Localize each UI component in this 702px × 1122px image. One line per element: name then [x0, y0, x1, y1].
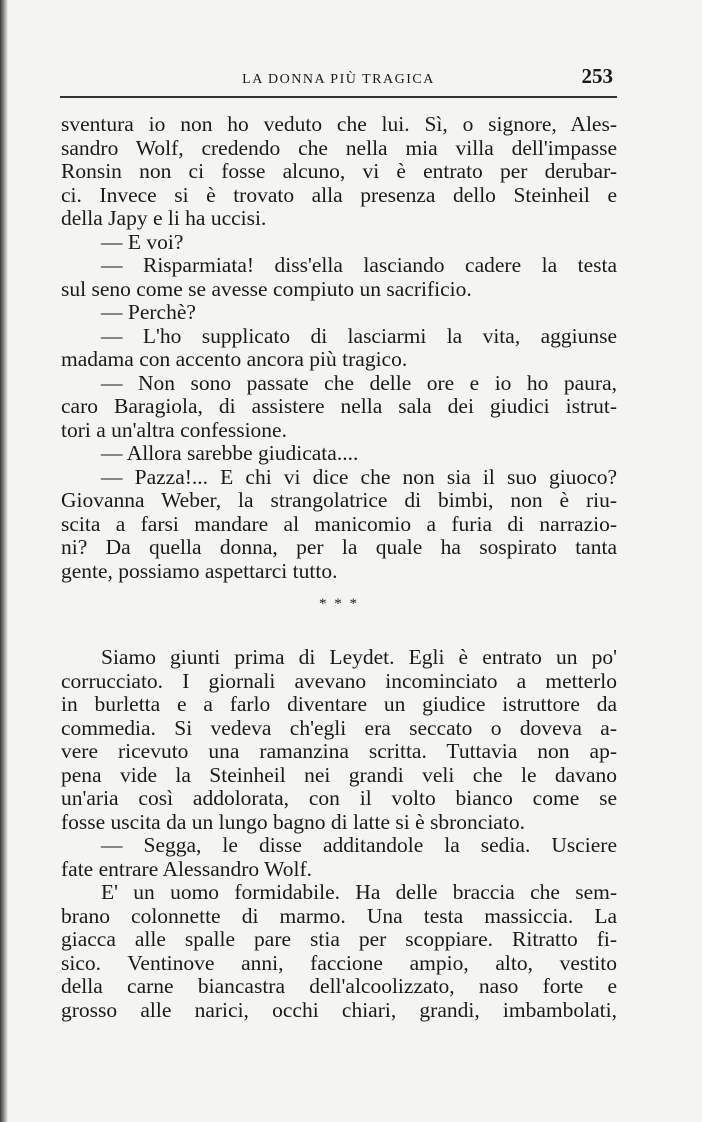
text-line: giacca alle spalle pare stia per scoppiare. Ritratto fi- — [61, 927, 617, 951]
text-line: ni? Da quella donna, per la quale ha sospirato tanta — [61, 535, 617, 559]
text-line: — Allora sarebbe giudicata.... — [101, 441, 359, 465]
page-header — [60, 66, 617, 98]
text-line: madama con accento ancora più tragico. — [61, 347, 408, 371]
text-line: Giovanna Weber, la strangolatrice di bimbi, non è riu- — [61, 488, 617, 512]
text-line: — Pazza!... E chi vi dice che non sia il suo giuoco? — [101, 464, 617, 489]
text-line: — Segga, le disse additandole la sedia. Usciere — [101, 833, 617, 857]
text-line: ci. Invece si è trovato alla presenza dello Steinheil e — [61, 182, 617, 207]
page-binding-edge — [0, 0, 8, 1122]
text-line: Siamo giunti prima di Leydet. Egli è entrato un po' — [101, 645, 617, 669]
text-line: sico. Ventinove anni, faccione ampio, alto, vestito — [61, 950, 617, 975]
text-line: sul seno come se avesse compiuto un sacrificio. — [61, 276, 472, 301]
text-line: E' un uomo formidabile. Ha delle braccia che sem- — [101, 880, 617, 904]
text-line: gente, possiamo aspettarci tutto. — [61, 558, 338, 583]
text-line: — Non sono passate che delle ore e io ho paura, — [101, 370, 617, 395]
text-line: Ronsin non ci fosse alcuno, vi è entrato per derubar- — [61, 159, 617, 183]
text-line: scita a farsi mandare al manicomio a furia di narrazio- — [61, 511, 617, 536]
body-text-part-1 — [61, 113, 617, 583]
text-line: sandro Wolf, credendo che nella mia villa dell'impasse — [61, 135, 617, 160]
text-line: fosse uscita da un lungo bagno di latte si è sbronciato. — [61, 809, 525, 834]
text-line: commedia. Si vedeva ch'egli era seccato o doveva a- — [61, 715, 617, 740]
text-line: — Perchè? — [101, 300, 196, 324]
page-number: 253 — [581, 64, 613, 88]
text-line: grosso alle narici, occhi chiari, grandi, imbambolati, — [61, 997, 617, 1022]
text-line: — E voi? — [101, 229, 184, 254]
text-line: caro Baragiola, di assistere nella sala dei giudici istrut- — [61, 394, 617, 418]
body-text-part-2 — [61, 646, 617, 1022]
text-line: un'aria così addolorata, con il volto bianco come se — [61, 786, 617, 810]
text-line: corrucciato. I giornali avevano incominciato a metterlo — [61, 668, 617, 693]
text-line: in burletta e a farlo diventare un giudice istruttore da — [61, 692, 617, 716]
text-line: — Risparmiata! diss'ella lasciando cadere la testa — [101, 253, 617, 277]
text-line: fate entrare Alessandro Wolf. — [61, 856, 312, 881]
text-line: della Japy e li ha uccisi. — [61, 206, 267, 230]
text-line: della carne biancastra dell'alcoolizzato, naso forte e — [61, 974, 617, 998]
text-line: brano colonnette di marmo. Una testa massiccia. La — [61, 903, 617, 928]
text-line: tori a un'altra confessione. — [61, 417, 287, 442]
text-line: — L'ho supplicato di lasciarmi la vita, aggiunse — [101, 323, 617, 348]
text-line: pena vide la Steinheil nei grandi veli che le davano — [61, 762, 617, 787]
section-break: * * * — [319, 596, 359, 612]
text-line: sventura io non ho veduto che lui. Sì, o signore, Ales- — [61, 112, 617, 136]
text-line: vere ricevuto una ramanzina scritta. Tuttavia non ap- — [61, 739, 617, 763]
running-head: LA DONNA PIÙ TRAGICA — [242, 72, 435, 87]
